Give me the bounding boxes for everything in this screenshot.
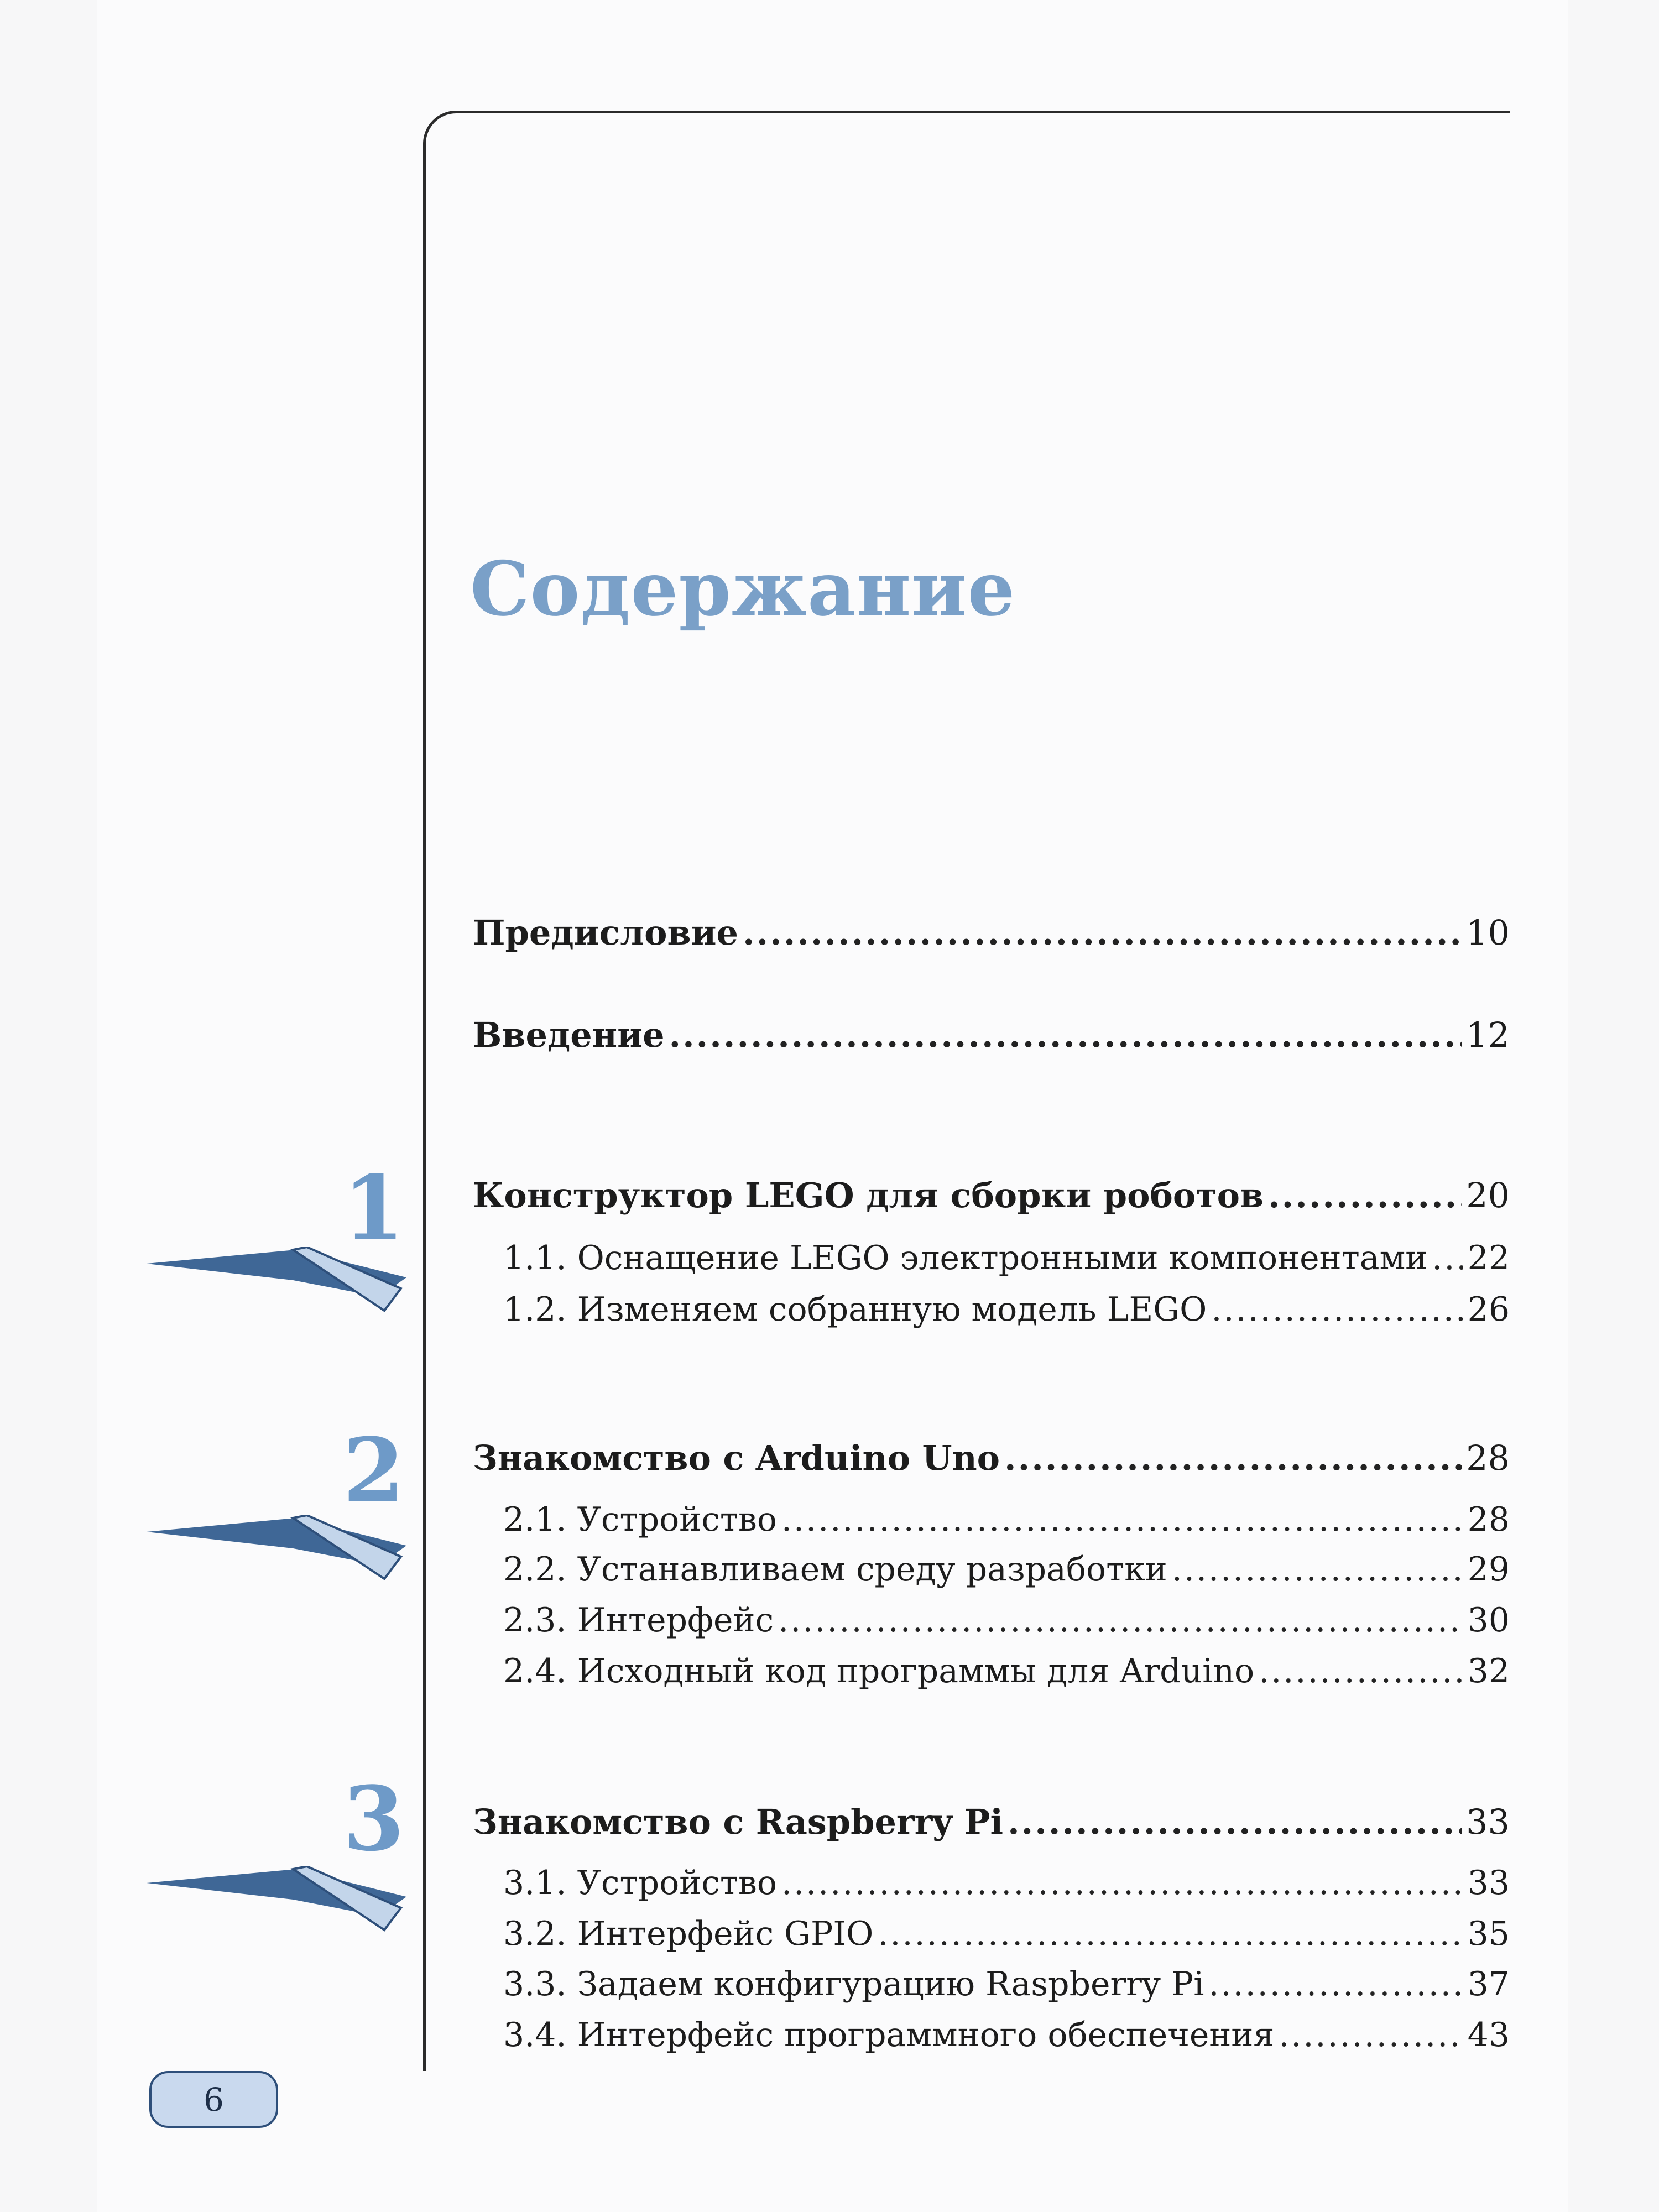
toc-entry-label: 2.2. Устанавливаем среду разработки	[503, 1550, 1167, 1589]
toc-entry-label: 1.1. Оснащение LEGO электронными компонентами	[503, 1239, 1428, 1277]
toc-entry-label: 3.1. Устройство	[503, 1864, 777, 1902]
toc-entry-label: 1.2. Изменяем собранную модель LEGO	[503, 1290, 1207, 1329]
dot-leader	[1008, 1802, 1462, 1842]
toc-section-1-2[interactable]	[503, 1290, 1510, 1329]
chapter-wing-icon	[141, 1866, 406, 1944]
page-number: 6	[204, 2080, 224, 2119]
page-number-badge	[149, 2071, 278, 2128]
chapter-wing-icon	[141, 1247, 406, 1324]
dot-leader	[1432, 1239, 1463, 1277]
chapter-number: 1	[343, 1156, 405, 1260]
toc-entry-page: 33	[1467, 1864, 1510, 1902]
toc-entry-label: Знакомство с Arduino Uno	[473, 1438, 1000, 1478]
dot-leader	[669, 1015, 1462, 1055]
chapter-number: 2	[343, 1418, 405, 1522]
dot-leader	[743, 912, 1462, 953]
toc-entry-page: 28	[1467, 1500, 1510, 1539]
toc-entry-label: Конструктор LEGO для сборки роботов	[473, 1175, 1264, 1215]
page-frame	[423, 111, 1510, 2071]
page-title: Содержание	[470, 545, 1016, 633]
toc-entry-label: Введение	[473, 1015, 665, 1055]
dot-leader	[1268, 1175, 1462, 1215]
dot-leader	[1004, 1438, 1462, 1478]
toc-chapter-1[interactable]	[473, 1175, 1510, 1215]
toc-chapter-3[interactable]	[473, 1802, 1510, 1842]
dot-leader	[878, 1914, 1463, 1953]
dot-leader	[781, 1500, 1463, 1539]
toc-section-2-4[interactable]	[503, 1652, 1510, 1691]
toc-entry-label: Знакомство с Raspberry Pi	[473, 1802, 1004, 1842]
toc-section-1-1[interactable]	[503, 1239, 1510, 1277]
toc-section-2-1[interactable]	[503, 1500, 1510, 1539]
toc-entry-page: 33	[1466, 1802, 1510, 1842]
toc-chapter-2[interactable]	[473, 1438, 1510, 1478]
dot-leader	[781, 1864, 1463, 1902]
toc-section-2-3[interactable]	[503, 1601, 1510, 1640]
toc-entry-page: 37	[1467, 1965, 1510, 2004]
toc-entry-page: 22	[1467, 1239, 1510, 1277]
chapter-wing-icon	[141, 1515, 406, 1593]
dot-leader	[778, 1601, 1463, 1640]
toc-entry-page: 43	[1467, 2016, 1510, 2054]
toc-entry-page: 28	[1466, 1438, 1510, 1478]
toc-entry-label: 2.1. Устройство	[503, 1500, 777, 1539]
toc-entry-page: 35	[1467, 1914, 1510, 1953]
toc-entry-page: 32	[1467, 1652, 1510, 1691]
dot-leader	[1208, 1965, 1463, 2004]
toc-section-3-3[interactable]	[503, 1965, 1510, 2004]
toc-entry-page: 29	[1467, 1550, 1510, 1589]
toc-entry-page: 26	[1467, 1290, 1510, 1329]
toc-entry-label: 2.4. Исходный код программы для Arduino	[503, 1652, 1255, 1691]
toc-section-3-4[interactable]	[503, 2016, 1510, 2054]
toc-section-3-2[interactable]	[503, 1914, 1510, 1953]
toc-entry-label: 3.2. Интерфейс GPIO	[503, 1914, 874, 1953]
toc-entry-page: 12	[1466, 1015, 1510, 1055]
toc-entry-page: 20	[1466, 1175, 1510, 1215]
dot-leader	[1211, 1290, 1463, 1329]
dot-leader	[1172, 1550, 1463, 1589]
toc-entry-preface[interactable]	[473, 912, 1510, 953]
toc-section-2-2[interactable]	[503, 1550, 1510, 1589]
toc-entry-label: Предисловие	[473, 912, 738, 953]
dot-leader	[1259, 1652, 1463, 1691]
toc-entry-label: 3.4. Интерфейс программного обеспечения	[503, 2016, 1275, 2054]
chapter-number: 3	[343, 1767, 405, 1871]
toc-entry-page: 30	[1467, 1601, 1510, 1640]
toc-entry-label: 2.3. Интерфейс	[503, 1601, 774, 1640]
toc-entry-label: 3.3. Задаем конфигурацию Raspberry Pi	[503, 1965, 1204, 2004]
toc-section-3-1[interactable]	[503, 1864, 1510, 1902]
dot-leader	[1279, 2016, 1463, 2054]
toc-entry-page: 10	[1466, 912, 1510, 953]
toc-entry-intro[interactable]	[473, 1015, 1510, 1055]
